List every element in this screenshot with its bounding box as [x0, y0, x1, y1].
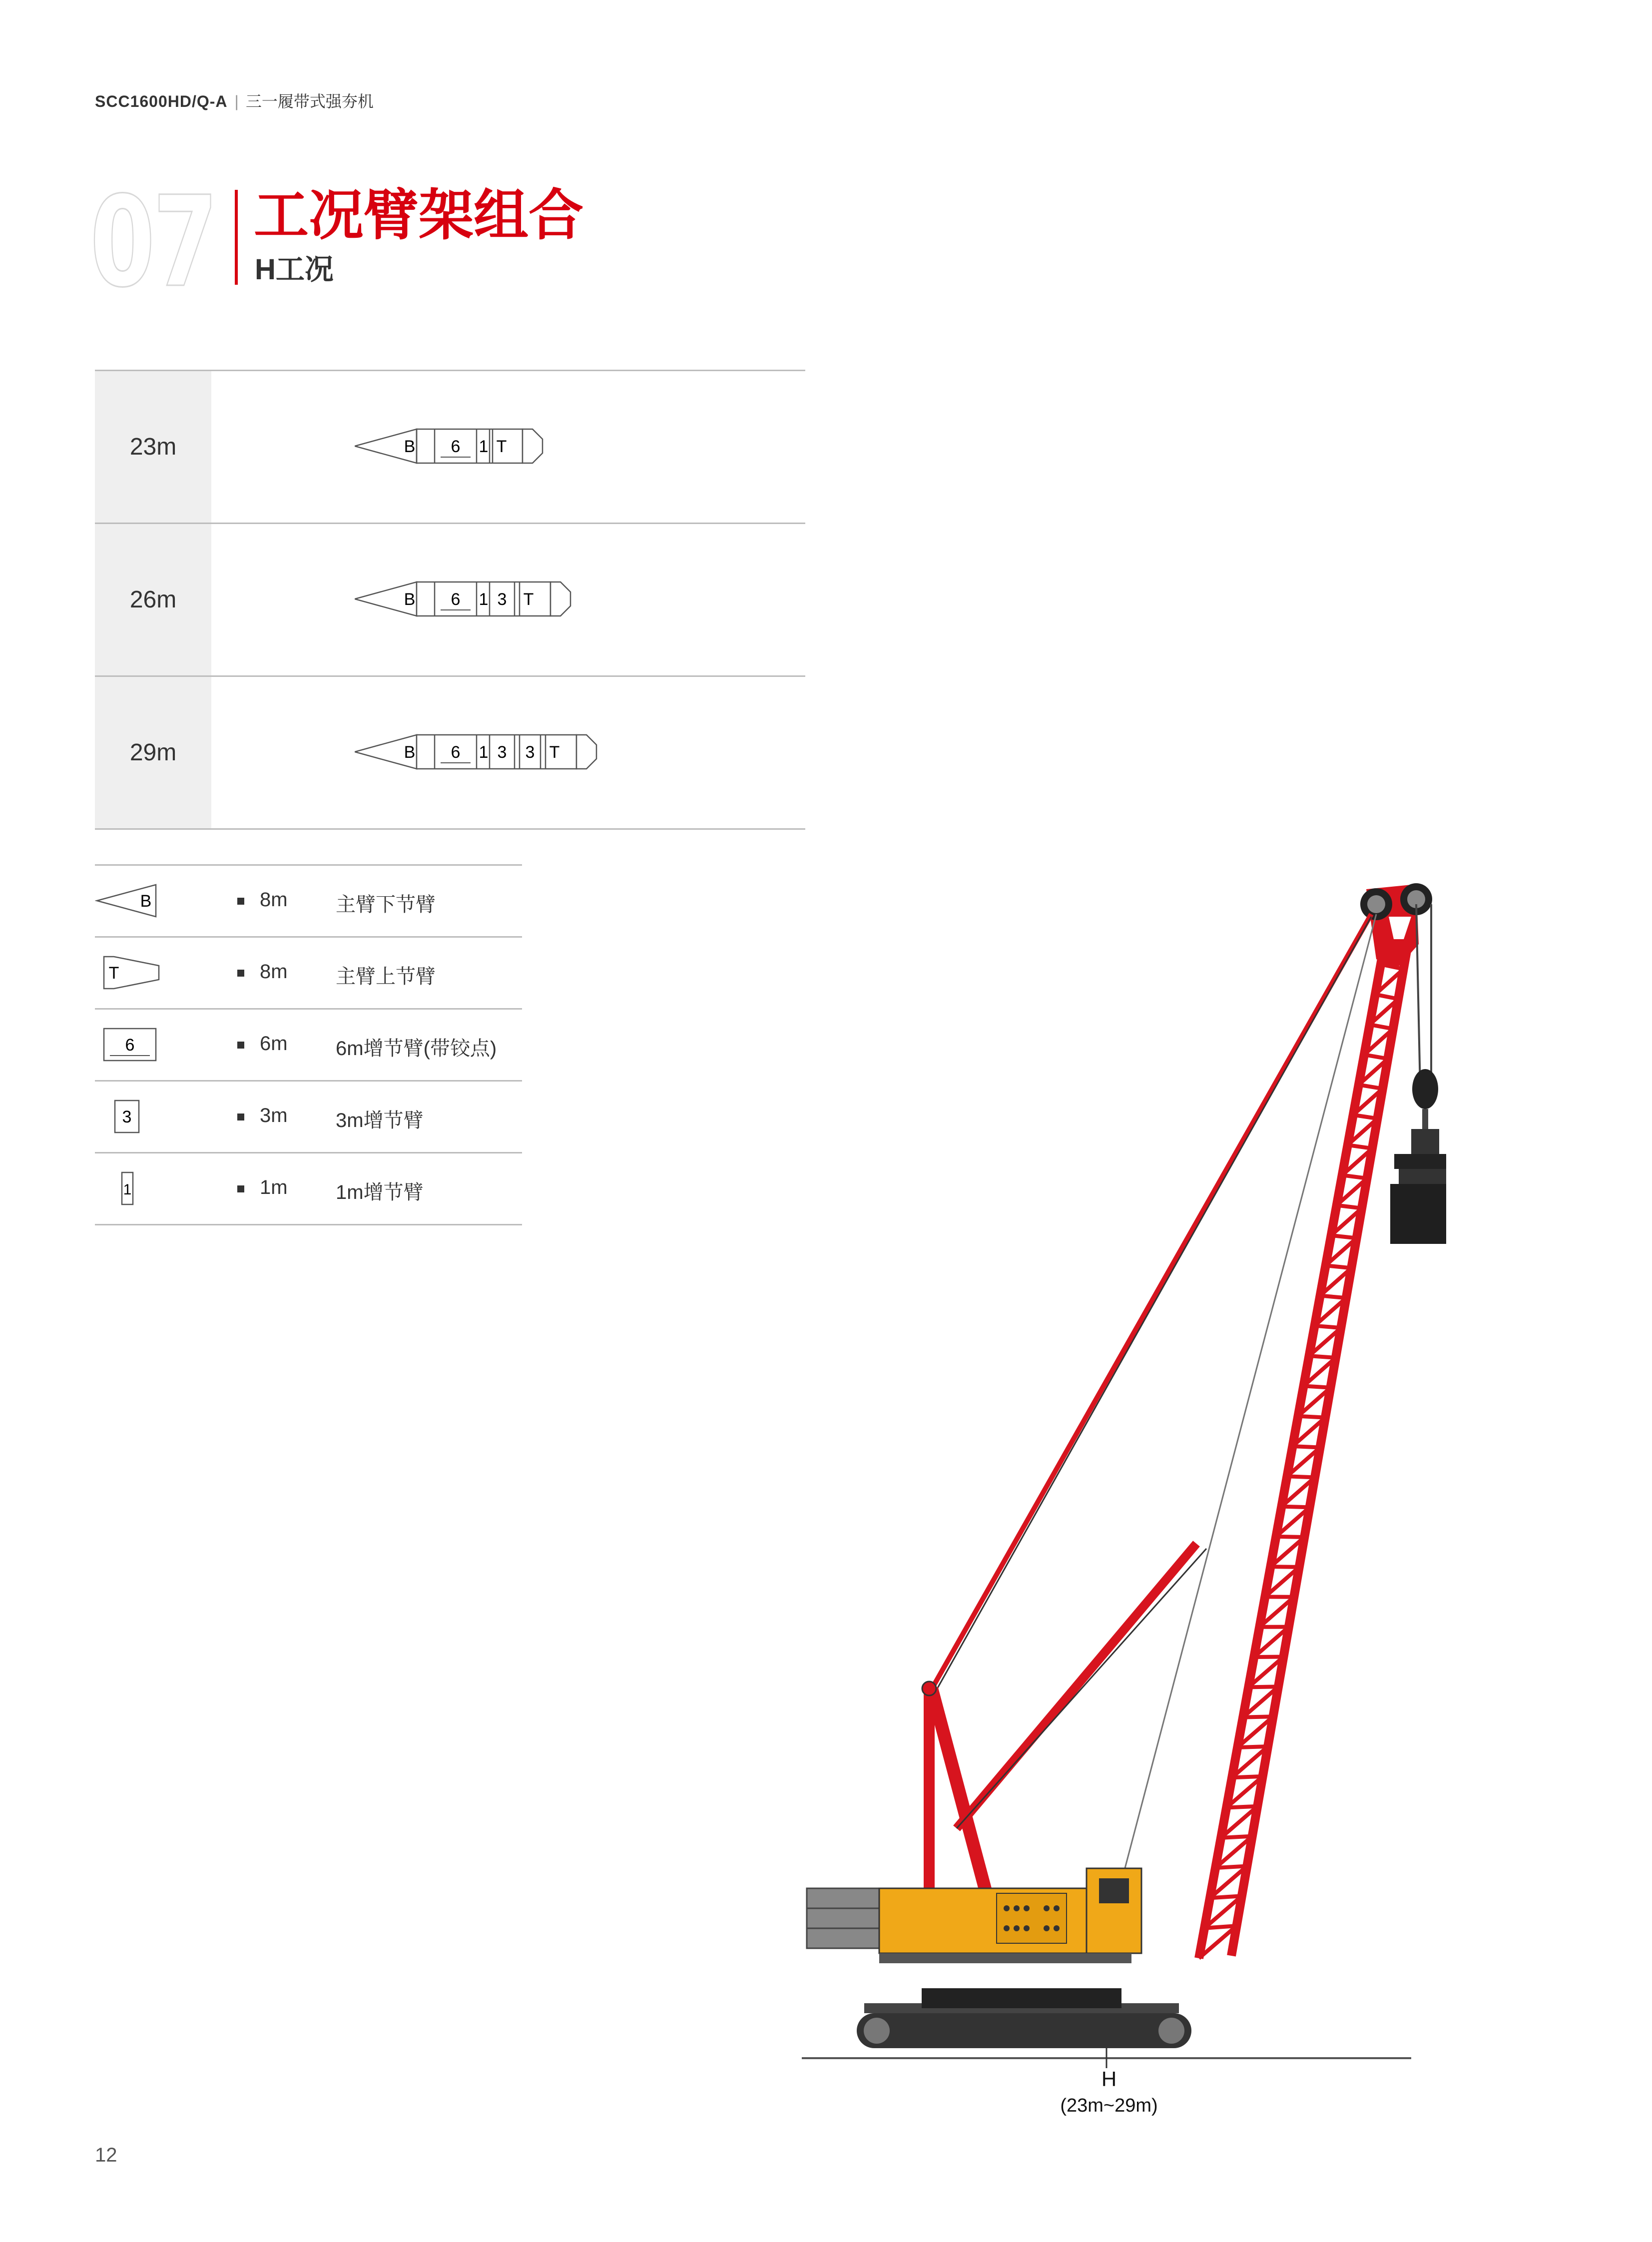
segment-label: T — [523, 590, 534, 609]
boom-config-table — [95, 370, 805, 830]
config-row — [95, 675, 805, 830]
segment-label: B — [404, 590, 416, 609]
insert-3m-icon — [95, 1097, 160, 1139]
segment-label: 3 — [497, 743, 507, 762]
segment-label: 6 — [451, 743, 461, 762]
segment-label: 1 — [479, 743, 489, 762]
config-length: 26m — [95, 524, 211, 675]
legend-symbol: 6 — [125, 1036, 135, 1055]
product-name: 三一履带式强夯机 — [245, 92, 374, 110]
section-number: 07 — [90, 169, 216, 315]
bullet — [237, 898, 244, 905]
legend-length: 8m — [260, 961, 288, 983]
segment-label: 1 — [479, 590, 489, 609]
insert-6m-icon — [95, 1025, 160, 1067]
legend-description: 主臂下节臂 — [336, 894, 436, 916]
segment-label: 6 — [451, 590, 461, 609]
legend-row — [95, 1008, 522, 1080]
legend-description: 1m增节臂 — [336, 1181, 424, 1203]
legend-length: 1m — [260, 1176, 288, 1198]
legend-symbol: T — [108, 964, 119, 983]
legend-length: 3m — [260, 1105, 288, 1126]
config-row — [95, 523, 805, 675]
bottom-boom-icon — [95, 881, 160, 923]
legend-description: 6m增节臂(带铰点) — [336, 1038, 497, 1060]
config-length: 23m — [95, 371, 211, 523]
crawler-crane-illustration — [797, 869, 1446, 2071]
bullet — [237, 1114, 244, 1121]
legend-row — [95, 1080, 522, 1152]
legend-row — [95, 864, 522, 936]
segment-label: 3 — [497, 590, 507, 609]
legend-symbol: B — [140, 892, 152, 911]
segment-label: 6 — [451, 437, 461, 456]
page-number: 12 — [95, 2144, 117, 2166]
legend-description: 主臂上节臂 — [336, 966, 436, 988]
legend-description: 3m增节臂 — [336, 1110, 424, 1131]
header-separator: | — [234, 92, 239, 110]
segment-label: T — [549, 743, 560, 762]
running-header — [95, 89, 374, 112]
model-code: SCC1600HD/Q-A — [95, 92, 228, 110]
boom-length-range: (23m~29m) — [1060, 2095, 1158, 2116]
legend-symbol: 3 — [122, 1108, 132, 1126]
boom-diagram — [355, 732, 599, 774]
bullet — [237, 1185, 244, 1192]
legend-length: 6m — [260, 1033, 288, 1055]
segment-label: B — [404, 437, 416, 456]
segment-legend — [95, 864, 522, 1225]
bullet — [237, 1042, 244, 1049]
legend-row — [95, 1152, 522, 1225]
segment-label: T — [496, 437, 507, 456]
top-boom-icon — [95, 953, 160, 995]
bullet — [237, 970, 244, 977]
boom-diagram — [355, 579, 574, 621]
segment-label: B — [404, 743, 416, 762]
section-title: 工况臂架组合 — [254, 185, 583, 246]
section-subtitle: H工况 — [255, 253, 334, 286]
config-length: 29m — [95, 677, 211, 828]
segment-label: 1 — [479, 437, 489, 456]
legend-symbol: 1 — [123, 1181, 132, 1198]
insert-1m-icon — [95, 1168, 160, 1211]
boom-diagram — [355, 426, 545, 469]
legend-row — [95, 936, 522, 1008]
working-mode-label: H — [1101, 2067, 1117, 2091]
title-divider — [235, 190, 238, 285]
config-row — [95, 370, 805, 523]
legend-length: 8m — [260, 889, 288, 911]
segment-label: 3 — [525, 743, 535, 762]
